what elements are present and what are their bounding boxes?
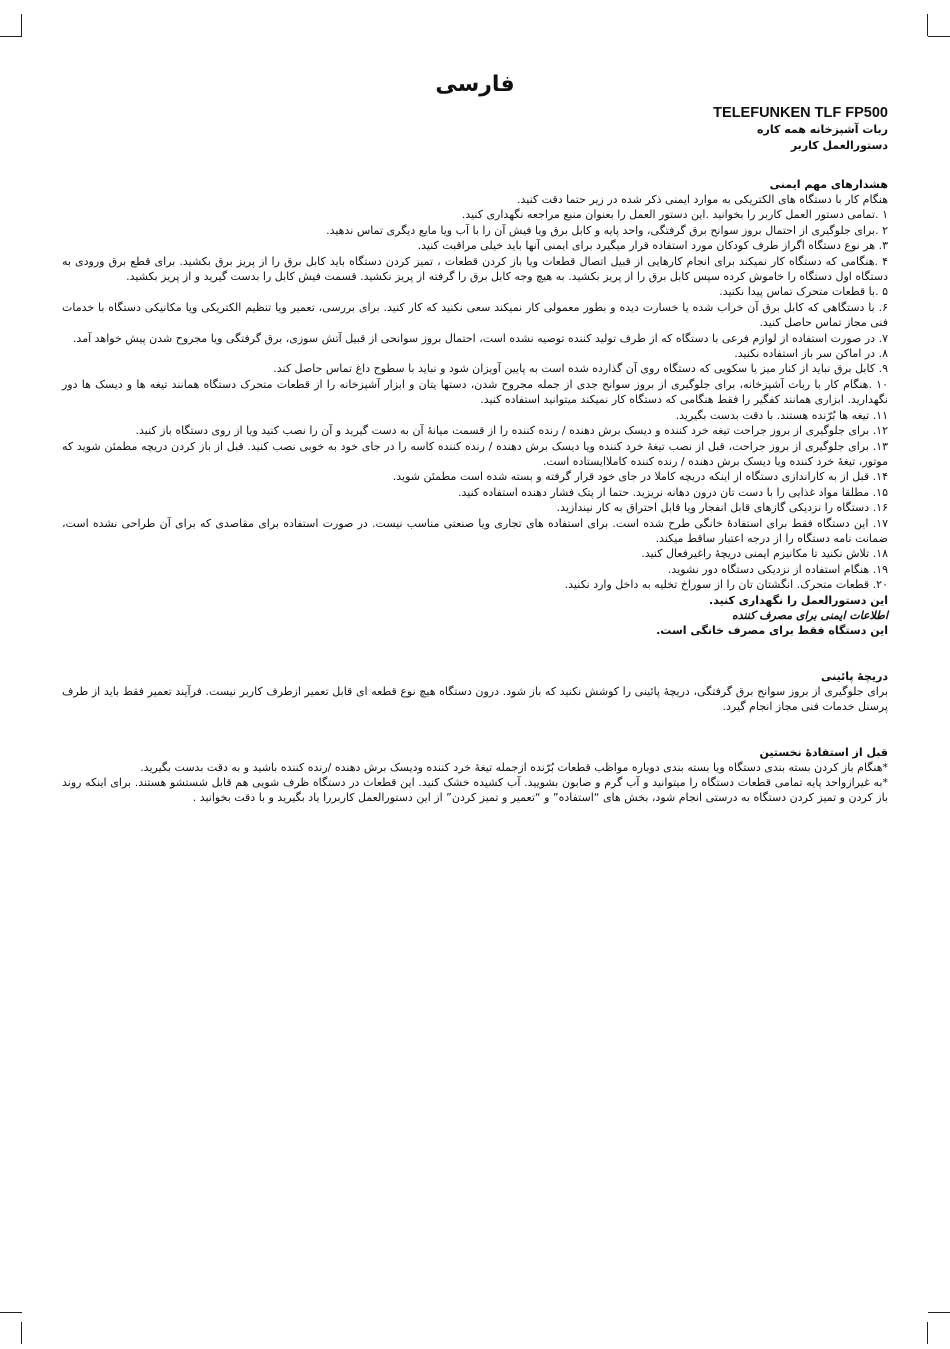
safety-item: ۹. کابل برق نباید از کنار میز یا سکویی که دستگاه روی آن گذارده شده است به پایین آویزان شود و نباید با سطوح داغ تماس حاصل کند. bbox=[273, 362, 888, 376]
safety-item: ۱۵. مطلقا مواد غذایی را با دست تان درون دهانه نریزید. حتما از پتک فشار دهنده استفاده کنید. bbox=[457, 485, 888, 499]
crop-mark bbox=[0, 1312, 22, 1313]
safety-item: ۱۶. دستگاه را نزدیکی گازهای قابل انفجار ویا قابل احتراق به کار نیندازید. bbox=[556, 501, 888, 515]
crop-mark bbox=[21, 1322, 22, 1344]
safety-item: ۱۰ .هنگام کار با ربات آشپزخانه، برای جلوگیری از بروز سوانح جدی از جمله مجروح شدن، دستها یتان و ابزار آشپزخانه را از قطعات متحرک دستگاه همانند تیغه ها و دیسک ها دور نگهدارید. ابزاری همانند کفگیر را فقط هنگامی که دستگاه کار نمیکند میتوانید استفاده کنید. bbox=[62, 377, 888, 407]
safety-item: ۱ .تمامی دستور العمل کاربر را بخوانید .این دستور العمل را بعنوان منبع مراجعه نگهداری کنید. bbox=[461, 208, 888, 222]
spacer bbox=[62, 153, 888, 177]
brand-model: TELEFUNKEN TLF FP500 bbox=[713, 105, 888, 121]
safety-intro: هنگام کار با دستگاه های الکتریکی به موارد ایمنی ذکر شده در زیر حتما دقت کنید. bbox=[517, 193, 888, 206]
safety-item: ۱۴. قبل از به کاراندازی دستگاه از اینکه دریچه کاملا در جای خود قرار گرفته و بسته شده است مطمئن شوید. bbox=[392, 470, 888, 484]
safety-item: ۲ .برای جلوگیری از احتمال بروز سوانح برق گرفتگی، واحد پایه و کابل برق ویا فیش آن را با آب ویا مایع دیگری تماس ندهید. bbox=[326, 223, 888, 237]
language-title: فارسی bbox=[435, 72, 515, 97]
safety-item: ۷. در صورت استفاده از لوازم فرعی با دستگاه که از طرف تولید کننده توصیه نشده است، احتمال بروز سوانحی از قبیل آتش سوزی، برق گرفتگی ویا مجروح شدن پیش خواهد آمد. bbox=[72, 331, 888, 345]
safety-item: ۱۸. تلاش نکنید تا مکانیزم ایمنی دریچهٔ راغیرفعال کنید. bbox=[641, 547, 888, 561]
bottom-cover-text: برای جلوگیری از بروز سوانح برق گرفتگی، دریچهٔ پائینی را کوشش نکنید که باز شود. درون دستگاه هیچ نوع قطعه ای قابل تعمیر ازطرف کاربر نیست. فرآیند تعمیر فقط باید از طرف پرسنل خدمات فنی مجاز انجام گیرد. bbox=[62, 684, 888, 714]
safety-item: ۱۷. این دستگاه فقط برای استفادهٔ خانگی طرح شده است. برای استفاده های تجاری ویا صنعتی مناسب نیست. در صورت استفاده برای مقاصدی که برای آن طراحی نشده است، ضمانت نامه دستگاه را از درجه اعتبار ساقط میکند. bbox=[62, 516, 888, 545]
spacer bbox=[62, 715, 888, 745]
crop-mark bbox=[927, 1322, 928, 1344]
crop-mark bbox=[0, 36, 22, 37]
household-use-note: این دستگاه فقط برای مصرف خانگی است. bbox=[656, 624, 888, 638]
bottom-cover-title: دریچهٔ پائینی bbox=[820, 669, 888, 683]
crop-mark bbox=[928, 1312, 950, 1313]
first-use-paragraph: *به غیرازواحد پایه تمامی قطعات دستگاه را میتوانید و آب گرم و صابون بشویید. آب کشیده خشک کنید. این قطعات در دستگاه ظرف شویی هم قابل شستشو هستند. برای اینکه روند باز کردن و تمیز کردن دستگاه به درستی انجام شود، بخش های “استفاده” و “تعمیر و تمیز کردن” از این دستورالعمل کاربررا یاد بگیرید و با دقت بخوانید . bbox=[62, 776, 888, 805]
safety-item: ۳. هر نوع دستگاه اگراز طرف کودکان مورد استفاده قرار میگیرد برای ایمنی آنها باید خیلی مراقبت کنید. bbox=[417, 239, 888, 253]
safety-item: ۸. در اماکن سر باز استفاده نکنید. bbox=[734, 347, 888, 361]
crop-mark bbox=[928, 36, 950, 37]
safety-item: ۵ .با قطعات متحرک تماس پیدا نکنید. bbox=[719, 285, 888, 299]
crop-mark bbox=[21, 14, 22, 36]
manual-name: دستورالعمل کاربر bbox=[790, 139, 888, 152]
safety-item: ۲۰. قطعات متحرک. انگشتان تان را از سوراخ تخلیه به داخل وارد نکنید. bbox=[564, 578, 888, 592]
safety-item: ۶. با دستگاهی که کابل برق آن خراب شده یا خسارت دیده و بطور معمولی کار نمیکند سعی نکنید که کار کنید. برای بررسی، تعمیر ویا تنظیم الکتریکی ویا مکانیکی دستگاه با خدمات فنی مجاز تماس حاصل کنید. bbox=[62, 300, 888, 330]
safety-item: ۱۹. هنگام استفاده از نزدیکی دستگاه دور نشوید. bbox=[667, 562, 888, 576]
safety-item: ۱۲. برای جلوگیری از بروز جراحت تیغه خرد کننده و دیسک برش دهنده / رنده کننده را از قسمت میانهٔ آن به دست گیرید و آن را نصب کنید ویا از روی دستگاه باز کنید. bbox=[135, 424, 888, 438]
keep-manual-note: این دستورالعمل را نگهداری کنید. bbox=[709, 593, 888, 607]
safety-title: هشدارهای مهم ایمنی bbox=[769, 178, 888, 191]
spacer bbox=[62, 639, 888, 669]
product-name: ربات آشپزخانه همه کاره bbox=[757, 123, 888, 136]
safety-item: ۱۱. تیغه ها بُرّنده هستند. با دقت بدست بگیرید. bbox=[675, 408, 888, 422]
first-use-paragraph: *هنگام باز کردن بسته بندی دستگاه ویا بسته بندی دوباره مواظب قطعات بُرّنده ازجمله تیغهٔ خرد کننده ودیسک برش دهنده /رنده کننده باشید و به دقت بدست بگیرید. bbox=[140, 760, 888, 774]
consumer-info-note: اطلاعات ایمنی برای مصرف کننده bbox=[731, 608, 888, 622]
first-use-title: قبل از استفادهٔ نخستین bbox=[759, 745, 888, 759]
manual-page bbox=[62, 72, 888, 806]
crop-mark bbox=[927, 14, 928, 36]
safety-item: ۴ .هنگامی که دستگاه کار نمیکند برای انجام کارهایی از قبیل اتصال قطعات ویا باز کردن قطعات ، تمیز کردن دستگاه باید کابل برق را از پریز برق بکشید. برای قطع برق ورودی به دستگاه اول دستگاه را خاموش کرده سپس کابل برق را از پریز بکشید. به هیچ وجه کابل برق را گرفته از پریز نکشید. قسمت فیش کابل را بدست گیرید و از پریز بکشید. bbox=[62, 254, 888, 284]
safety-item: ۱۳. برای جلوگیری از بروز جراحت، قبل از نصب تیغهٔ خرد کننده ویا دیسک برش دهنده / رنده کننده کاسه را در جای خود به خوبی نصب کنید. قبل از باز کردن دریچه مطمئن شوید که موتور، تیغهٔ خرد کننده ویا دیسک برش دهنده / رنده کننده کاملاایستاده است. bbox=[62, 439, 888, 468]
